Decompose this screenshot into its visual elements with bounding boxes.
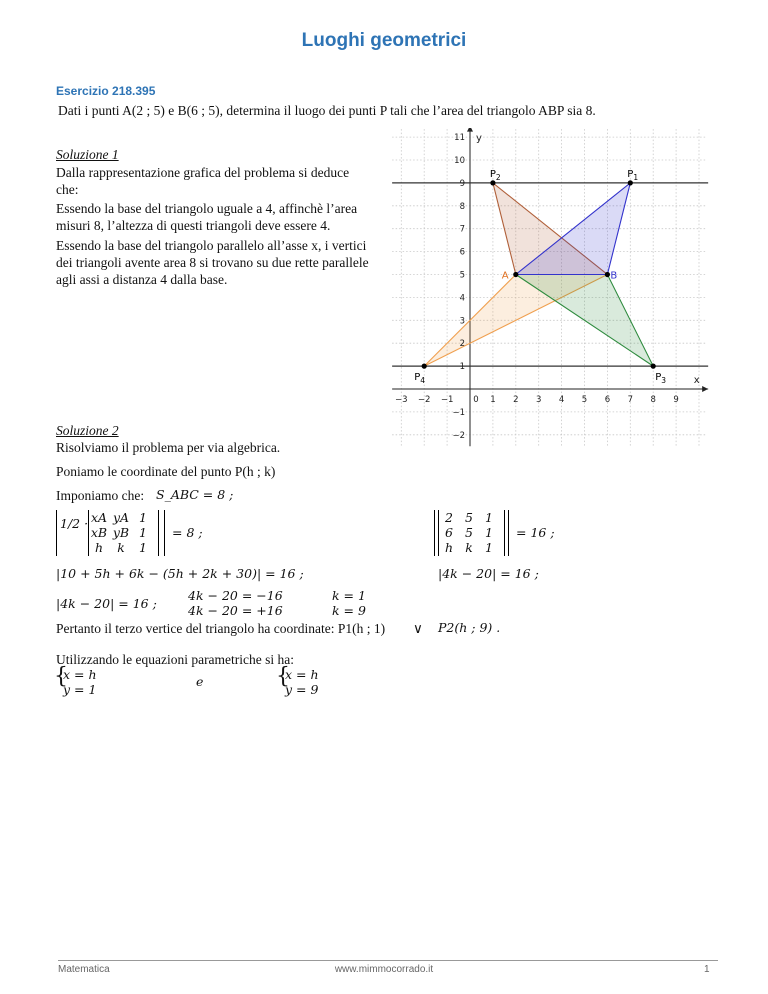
matrix-cell: k bbox=[117, 540, 125, 555]
solution2-paragraph-2: Poniamo le coordinate del punto P(h ; k) bbox=[56, 464, 276, 479]
point-marker bbox=[513, 272, 518, 277]
x-tick-label: 4 bbox=[558, 395, 565, 405]
y-axis-label: y bbox=[476, 133, 482, 145]
determinant-1 bbox=[56, 510, 256, 558]
equation-expand: |10 + 5h + 6k − (5h + 2k + 30)| = 16 ; bbox=[56, 566, 304, 581]
y-axis-arrow bbox=[467, 128, 473, 132]
coordinate-graph bbox=[380, 128, 740, 458]
y-tick-label: 10 bbox=[454, 156, 465, 166]
x-tick-label: −2 bbox=[417, 395, 431, 405]
y-tick-label: 11 bbox=[454, 133, 465, 144]
solution-k9: k = 9 bbox=[332, 603, 366, 618]
point-marker bbox=[651, 364, 656, 369]
x-tick-label: 8 bbox=[650, 395, 656, 405]
solution1-paragraph-1: Dalla rappresentazione grafica del problema si deduce che: bbox=[56, 165, 350, 197]
solution1-heading: Soluzione 1 bbox=[56, 147, 119, 162]
system-2-x: x = h bbox=[285, 667, 319, 682]
matrix-cell: 1 bbox=[139, 525, 147, 540]
solution-k1: k = 1 bbox=[332, 588, 366, 603]
area-condition: S_ABC = 8 ; bbox=[156, 487, 234, 502]
matrix-cell: 1 bbox=[139, 540, 147, 555]
x-tick-label: 9 bbox=[673, 395, 679, 405]
y-tick-label: 1 bbox=[459, 362, 465, 373]
matrix-2-result: = 16 ; bbox=[516, 525, 555, 540]
y-tick-label: 9 bbox=[459, 178, 465, 189]
system-1-x: x = h bbox=[63, 667, 97, 682]
matrix-cell: xB bbox=[90, 525, 108, 540]
y-tick-label: 2 bbox=[459, 339, 465, 350]
x-tick-label: 0 bbox=[473, 395, 479, 405]
x-tick-label: 2 bbox=[513, 395, 519, 405]
label-point-p1: $P_1$ bbox=[627, 168, 639, 182]
matrix-cell: 1 bbox=[485, 510, 493, 525]
y-tick-label: 8 bbox=[459, 201, 465, 212]
solution2-paragraph-1: Risolviamo il problema per via algebrica. bbox=[56, 440, 281, 455]
matrix-cell: 1 bbox=[139, 510, 147, 525]
half-fraction: 1/2 · bbox=[60, 516, 89, 531]
parametric-intro: Utilizzando le equazioni parametriche si ha: bbox=[56, 652, 295, 667]
matrix-cell: 6 bbox=[445, 525, 453, 540]
exercise-number: Esercizio 218.395 bbox=[56, 84, 156, 98]
y-tick-label: 5 bbox=[459, 270, 465, 281]
y-tick-label: 7 bbox=[459, 224, 465, 235]
x-axis-label: x bbox=[693, 375, 700, 386]
conclusion-p2: P2(h ; 9) . bbox=[438, 620, 501, 635]
solution1-paragraph-2: Essendo la base del triangolo uguale a 4, affinchè l’area misuri 8, l’altezza di questi triangoli deve essere 4. bbox=[56, 201, 358, 233]
label-point-b: B bbox=[610, 270, 618, 282]
x-tick-label: 3 bbox=[535, 395, 542, 405]
y-tick-label: −1 bbox=[452, 407, 465, 418]
point-marker bbox=[422, 364, 427, 369]
system-1-y: y = 1 bbox=[63, 682, 97, 697]
matrix-cell: 1 bbox=[485, 540, 493, 555]
y-tick-label: 3 bbox=[459, 316, 465, 327]
system-brace-2: { bbox=[276, 664, 290, 689]
matrix-cell: k bbox=[465, 540, 473, 555]
matrix-cell: h bbox=[94, 540, 104, 555]
matrix-cell: yA bbox=[112, 510, 130, 525]
matrix-cell: yB bbox=[112, 525, 130, 540]
x-tick-label: 5 bbox=[581, 395, 588, 405]
matrix-2-cells bbox=[440, 510, 502, 556]
matrix-cell: 2 bbox=[445, 510, 453, 525]
conjunction: e bbox=[196, 674, 204, 689]
imponiamo-label: Imponiamo che: bbox=[56, 488, 145, 503]
point-marker bbox=[490, 180, 495, 185]
footer-center: www.mimmocorrado.it bbox=[334, 964, 434, 975]
footer-divider bbox=[58, 960, 718, 961]
matrix-cell: xA bbox=[90, 510, 108, 525]
matrix-1-cells bbox=[90, 510, 158, 556]
label-point-a: A bbox=[501, 270, 509, 282]
footer-page-number: 1 bbox=[704, 964, 710, 975]
page-title: Luoghi geometrici bbox=[301, 30, 467, 51]
x-tick-label: −1 bbox=[440, 395, 454, 405]
x-tick-label: −3 bbox=[395, 395, 408, 405]
conclusion-text: Pertanto il terzo vertice del triangolo ha coordinate: P1(h ; 1) bbox=[56, 621, 386, 636]
solution2-heading: Soluzione 2 bbox=[56, 423, 119, 438]
y-tick-label: 4 bbox=[459, 293, 465, 304]
x-tick-label: 1 bbox=[490, 395, 496, 405]
point-marker bbox=[605, 272, 610, 277]
or-symbol: ∨ bbox=[413, 621, 423, 636]
exercise-statement: Dati i punti A(2 ; 5) e B(6 ; 5), determina il luogo dei punti P tali che l’area del triangolo ABP sia 8. bbox=[58, 103, 596, 118]
system-2-y: y = 9 bbox=[285, 682, 319, 697]
label-point-p3: $P_3$ bbox=[655, 372, 667, 386]
label-point-p4: $P_4$ bbox=[414, 372, 426, 386]
label-point-p2: $P_2$ bbox=[489, 168, 501, 182]
matrix-cell: h bbox=[444, 540, 454, 555]
equation-case-a: 4k − 20 = −16 bbox=[188, 588, 283, 603]
matrix-cell: 5 bbox=[465, 510, 473, 525]
y-tick-label: 6 bbox=[459, 247, 465, 258]
system-brace-1: { bbox=[54, 664, 68, 689]
solution1-paragraph-3: Essendo la base del triangolo parallelo all’asse x, i vertici dei triangoli avente area 8 si trovano su due rette parallele agli assi a distanza 4 dalla base. bbox=[56, 238, 369, 287]
equation-simplified: |4k − 20| = 16 ; bbox=[438, 566, 539, 581]
y-tick-label: −2 bbox=[452, 430, 465, 441]
point-marker bbox=[628, 180, 633, 185]
footer-left: Matematica bbox=[58, 964, 110, 975]
matrix-1-result: = 8 ; bbox=[172, 525, 203, 540]
equation-abs: |4k − 20| = 16 ; bbox=[56, 596, 157, 611]
x-axis-arrow bbox=[702, 386, 708, 392]
determinant-2 bbox=[434, 510, 634, 558]
x-tick-label: 7 bbox=[627, 395, 634, 405]
x-tick-label: 6 bbox=[604, 395, 611, 405]
matrix-cell: 5 bbox=[465, 525, 473, 540]
matrix-cell: 1 bbox=[485, 525, 493, 540]
equation-case-b: 4k − 20 = +16 bbox=[188, 603, 283, 618]
